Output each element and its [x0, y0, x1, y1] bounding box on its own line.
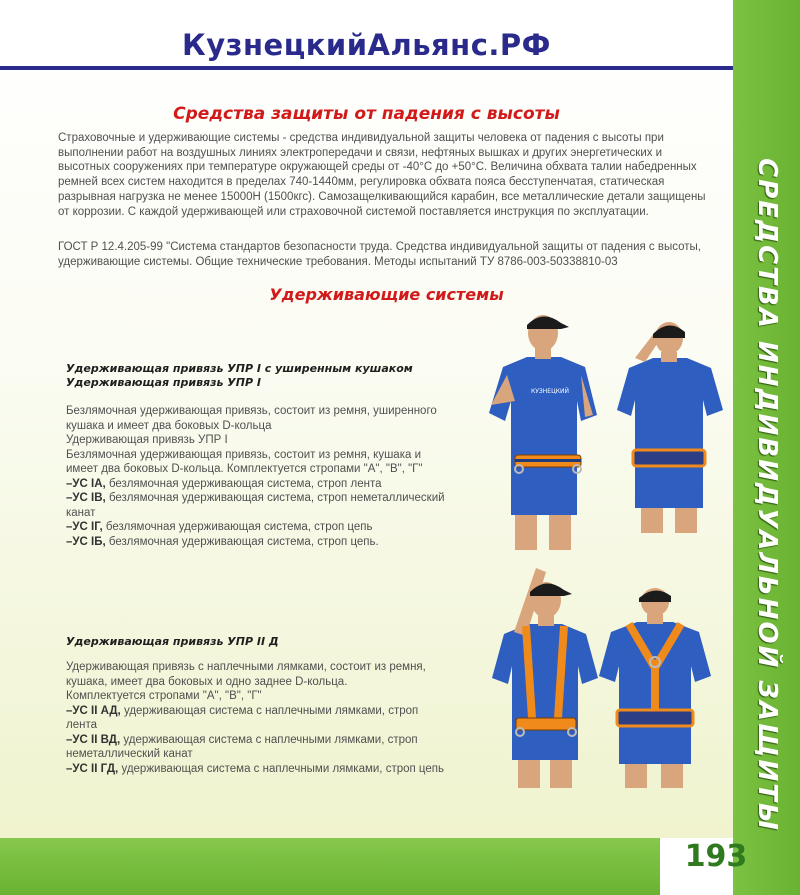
desc-line: Безлямочная удерживающая привязь, состоит из ремня, уширенного	[66, 405, 437, 417]
product-1-description	[66, 404, 451, 549]
section-title: Средства защиты от падения с высоты	[173, 104, 560, 124]
leg-shape	[549, 510, 571, 550]
product-photo-back-belt	[615, 318, 725, 533]
footer-bar	[0, 838, 660, 895]
desc-line: Комплектуется стропами "А", "В", "Г"	[66, 690, 262, 702]
variant-item	[66, 535, 451, 550]
product-photo-front-belt	[485, 305, 603, 550]
variant-code: –УС II АД,	[66, 704, 121, 717]
header-rule	[0, 66, 733, 70]
page-number: 193	[684, 839, 748, 874]
belt-shape	[633, 450, 705, 466]
variant-item	[66, 762, 451, 777]
variant-text: безлямочная удерживающая система, строп цепь.	[105, 535, 379, 548]
sidebar-title-wrap	[733, 158, 800, 832]
product-title-line: Удерживающая привязь УПР I	[66, 375, 261, 389]
variant-text: удерживающая система с наплечными лямками, строп лента	[66, 704, 419, 731]
variant-text: безлямочная удерживающая система, строп неметаллический канат	[66, 492, 445, 519]
leg-shape	[515, 510, 537, 550]
shirt-shape	[492, 624, 598, 760]
variant-text: безлямочная удерживающая система, строп лента	[105, 477, 382, 490]
desc-line: Безлямочная удерживающая привязь, состоит из ремня, кушака и	[66, 448, 421, 461]
desc-line: кушака, имеет два боковых и одно заднее D-кольца.	[66, 675, 348, 688]
variant-code: –УС IВ,	[66, 492, 106, 504]
variant-code: –УС IБ,	[66, 535, 106, 548]
desc-line: имеет два боковых D-кольца. Комплектуется стропами "А", "В", "Г"	[66, 463, 423, 475]
sidebar-vertical-title: СРЕДСТВА ИНДИВИДУАЛЬНОЙ ЗАЩИТЫ	[751, 158, 782, 832]
desc-line: кушака и имеет два боковых D-кольца	[66, 419, 272, 432]
belt-shape	[516, 718, 576, 730]
product-title-line: Удерживающая привязь УПР II Д	[66, 635, 279, 648]
mannequin-back-harness-image	[595, 588, 715, 788]
shirt-shape	[617, 358, 723, 508]
product-photo-front-harness	[488, 568, 603, 788]
mannequin-front-belt-image	[485, 305, 603, 550]
subsection-title: Удерживающие системы	[269, 285, 504, 304]
product-2-title	[66, 635, 486, 649]
cap-shape	[639, 590, 671, 602]
page-header	[0, 0, 733, 70]
gost-paragraph: ГОСТ Р 12.4.205-99 "Система стандартов безопасности труда. Средства индивидуальной защиты от падения с высоты, удерживающие системы. Общие технические требования. Методы испытаний ТУ 8786-003-50338810-03	[58, 241, 701, 268]
variant-text: удерживающая система с наплечными лямками, строп цепь	[118, 762, 445, 775]
belt-shape	[617, 710, 693, 726]
desc-line: Удерживающая привязь с наплечными лямками, состоит из ремня,	[66, 661, 426, 673]
variant-code: –УС IГ,	[66, 521, 103, 533]
cap-shape	[653, 325, 685, 338]
shirt-logo: КУЗНЕЦКИЙ	[531, 388, 569, 395]
product-photo-back-harness	[595, 588, 715, 788]
desc-line: Удерживающая привязь УПР I	[66, 434, 228, 446]
variant-code: –УС II ВД,	[66, 733, 121, 746]
product-1-title	[66, 362, 486, 389]
variant-text: безлямочная удерживающая система, строп цепь	[102, 521, 373, 533]
intro-paragraph: Страховочные и удерживающие системы - средства индивидуальной защиты человека от падения с высоты при выполнении работ на воздушных линиях электропередачи и связи, нефтяных вышках и других энергетических и высотных сооружениях при температуре окружающей среды от -40°C до +50°C. Величина обхвата талии набедренных ремней всех систем находится в пределах 740-1440мм, регулировка обхвата пояса бесступенчатая, статическая разрывная нагрузка не менее 15000Н (1500кгс). Самозащелкивающийся карабин, все металлические детали защищены от коррозии. С каждой удерживающей или страховочной системой поставляется инструкция по эксплуатации.	[58, 132, 706, 218]
mannequin-back-belt-image	[615, 318, 725, 533]
site-title[interactable]: КузнецкийАльянс.РФ	[182, 28, 551, 62]
variant-item	[66, 520, 451, 535]
product-title-line: Удерживающая привязь УПР I с уширенным кушаком	[66, 362, 413, 375]
variant-item	[66, 704, 451, 733]
variant-item	[66, 491, 451, 520]
belt-stripe	[515, 459, 581, 462]
variant-code: –УС II ГД,	[66, 762, 119, 775]
mannequin-front-harness-image	[488, 568, 603, 788]
variant-item	[66, 733, 451, 762]
variant-text: удерживающая система с наплечными лямками, строп неметаллический канат	[66, 733, 418, 760]
variant-code: –УС IА,	[66, 477, 106, 490]
right-sidebar	[733, 0, 800, 895]
cap-shape	[527, 316, 569, 329]
product-2-description	[66, 660, 451, 776]
variant-item	[66, 477, 451, 492]
